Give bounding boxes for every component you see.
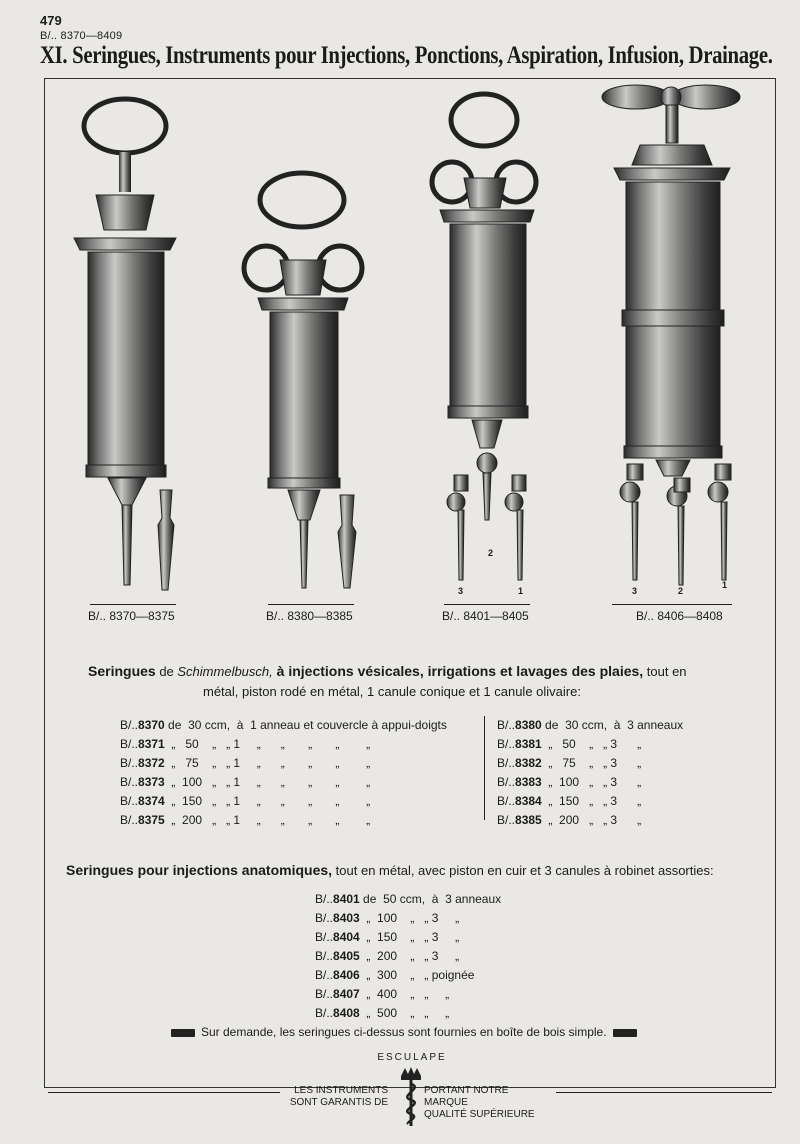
footer-right: [424, 1085, 554, 1121]
figure-ref: B/.. 8406—8408: [636, 609, 723, 623]
row-text: „ 50 „ „ 1 „ „ „ „ „: [164, 737, 371, 751]
row-num: 8375: [138, 813, 165, 827]
row-num: 8405: [333, 949, 360, 963]
row-text: „ 75 „ „ 3 „: [541, 756, 642, 770]
row-ref: B/..: [497, 794, 516, 808]
footer-left-line: LES INSTRUMENTS: [294, 1085, 388, 1096]
intro-rest: tout en: [643, 664, 687, 679]
cannula-number: 3: [458, 586, 464, 596]
cannula-number: 1: [518, 586, 524, 596]
table-row: [315, 930, 501, 949]
row-ref: B/..: [315, 987, 334, 1001]
row-ref: B/..: [120, 794, 139, 808]
cannula-number: 2: [488, 548, 494, 558]
section1-intro: [88, 663, 687, 679]
footer-right-line: QUALITÉ SUPÉRIEURE: [424, 1109, 535, 1120]
row-ref: B/..: [120, 718, 139, 732]
table-row: [497, 794, 683, 813]
figure-bracket: [612, 598, 732, 605]
footer-rule: [556, 1092, 772, 1093]
row-ref: B/..: [120, 813, 139, 827]
row-text: „ 150 „ „ 3 „: [541, 794, 642, 808]
table-row: [315, 1006, 501, 1025]
note: [165, 1025, 643, 1039]
row-num: 8401: [333, 892, 360, 906]
intro-de: de: [155, 664, 178, 679]
table-row: [315, 949, 501, 968]
figure-bracket: [268, 598, 354, 605]
row-text: „ 200 „ „ 3 „: [359, 949, 460, 963]
row-ref: B/..: [497, 756, 516, 770]
row-ref: B/..: [315, 949, 334, 963]
row-text: „ 500 „ „ „: [359, 1006, 450, 1020]
page-number: 479: [40, 13, 62, 28]
intro-bold: Seringues pour injections anatomiques,: [66, 862, 333, 878]
footer-left-line: SONT GARANTIS DE: [289, 1097, 388, 1108]
table-row: [497, 737, 683, 756]
row-ref: B/..: [315, 892, 334, 906]
figure-bracket: [444, 598, 530, 605]
footer-left: [286, 1085, 388, 1109]
table-row: [120, 813, 447, 832]
row-text: „ 100 „ „ 3 „: [359, 911, 460, 925]
row-num: 8382: [515, 756, 542, 770]
row-num: 8408: [333, 1006, 360, 1020]
syringe-8401: [432, 94, 536, 580]
page-range: B/.. 8370—8409: [40, 30, 123, 42]
row-text: „ 300 „ „ poignée: [359, 968, 475, 982]
row-num: 8407: [333, 987, 360, 1001]
row-text: de 50 ccm, à 3 anneaux: [359, 892, 502, 906]
row-ref: B/..: [315, 1006, 334, 1020]
row-text: „ 200 „ „ 1 „ „ „ „ „: [164, 813, 371, 827]
table-row: [497, 718, 683, 737]
figure-ref: B/.. 8401—8405: [442, 609, 529, 623]
intro-bold2: à injections vésicales, irrigations et lavages des plaies,: [272, 663, 644, 679]
cannula-number: 1: [722, 580, 728, 590]
table-right: [497, 718, 683, 832]
section2-intro: [66, 862, 714, 878]
table-row: [497, 813, 683, 832]
row-num: 8370: [138, 718, 165, 732]
intro-bold: Seringues: [88, 663, 156, 679]
row-text: „ 400 „ „ „: [359, 987, 450, 1001]
row-text: „ 75 „ „ 1 „ „ „ „ „: [164, 756, 371, 770]
syringe-8406: [602, 85, 740, 585]
row-ref: B/..: [120, 775, 139, 789]
row-text: „ 100 „ „ 1 „ „ „ „ „: [164, 775, 371, 789]
column-separator: [484, 716, 485, 820]
row-text: „ 200 „ „ 3 „: [541, 813, 642, 827]
row-ref: B/..: [120, 756, 139, 770]
table-row: [120, 756, 447, 775]
footer-rule: [48, 1092, 280, 1093]
row-ref: B/..: [315, 968, 334, 982]
row-text: „ 150 „ „ 1 „ „ „ „ „: [164, 794, 371, 808]
row-text: de 30 ccm, à 1 anneau et couvercle à appui-doigts: [164, 718, 447, 732]
row-ref: B/..: [315, 930, 334, 944]
page-title: XI. Seringues, Instruments pour Injections, Ponctions, Aspiration, Infusion, Drainage.: [40, 42, 773, 69]
row-num: 8385: [515, 813, 542, 827]
row-num: 8380: [515, 718, 542, 732]
table-row: [315, 987, 501, 1006]
pointing-hand-icon: [171, 1029, 195, 1037]
footer-right-line: PORTANT NOTRE MARQUE: [424, 1085, 509, 1108]
row-num: 8406: [333, 968, 360, 982]
table-row: [315, 892, 501, 911]
row-num: 8403: [333, 911, 360, 925]
table-row: [497, 775, 683, 794]
row-num: 8404: [333, 930, 360, 944]
row-ref: B/..: [497, 718, 516, 732]
row-text: de 30 ccm, à 3 anneaux: [541, 718, 684, 732]
row-text: „ 50 „ „ 3 „: [541, 737, 642, 751]
logo-text: ESCULAPE: [377, 1052, 447, 1063]
row-num: 8384: [515, 794, 542, 808]
syringe-8380: [244, 173, 362, 588]
table-row: [120, 775, 447, 794]
figure-bracket: [90, 598, 176, 605]
figure-ref: B/.. 8370—8375: [88, 609, 175, 623]
row-ref: B/..: [315, 911, 334, 925]
row-ref: B/..: [120, 737, 139, 751]
table-left: [120, 718, 447, 832]
figure-ref: B/.. 8380—8385: [266, 609, 353, 623]
table-row: [120, 718, 447, 737]
table-anatomic: [315, 892, 501, 1025]
section1-intro-line2: métal, piston rodé en métal, 1 canule conique et 1 canule olivaire:: [203, 684, 581, 699]
syringes-illustration: [44, 80, 774, 600]
row-num: 8372: [138, 756, 165, 770]
row-ref: B/..: [497, 775, 516, 789]
esculape-logo-icon: [394, 1066, 428, 1128]
table-row: [120, 794, 447, 813]
row-num: 8374: [138, 794, 165, 808]
row-ref: B/..: [497, 813, 516, 827]
row-num: 8381: [515, 737, 542, 751]
cannula-number: 2: [678, 586, 684, 596]
row-num: 8383: [515, 775, 542, 789]
row-num: 8371: [138, 737, 165, 751]
intro-rest: tout en métal, avec piston en cuir et 3 canules à robinet assorties:: [332, 863, 714, 878]
table-row: [315, 911, 501, 930]
row-num: 8373: [138, 775, 165, 789]
intro-name: Schimmelbusch,: [177, 664, 273, 679]
table-row: [120, 737, 447, 756]
row-text: „ 100 „ „ 3 „: [541, 775, 642, 789]
pointing-hand-icon: [613, 1029, 637, 1037]
table-row: [315, 968, 501, 987]
note-text: Sur demande, les seringues ci-dessus sont fournies en boîte de bois simple.: [201, 1025, 607, 1039]
row-ref: B/..: [497, 737, 516, 751]
syringe-8370: [74, 99, 176, 590]
row-text: „ 150 „ „ 3 „: [359, 930, 460, 944]
cannula-number: 3: [632, 586, 638, 596]
table-row: [497, 756, 683, 775]
